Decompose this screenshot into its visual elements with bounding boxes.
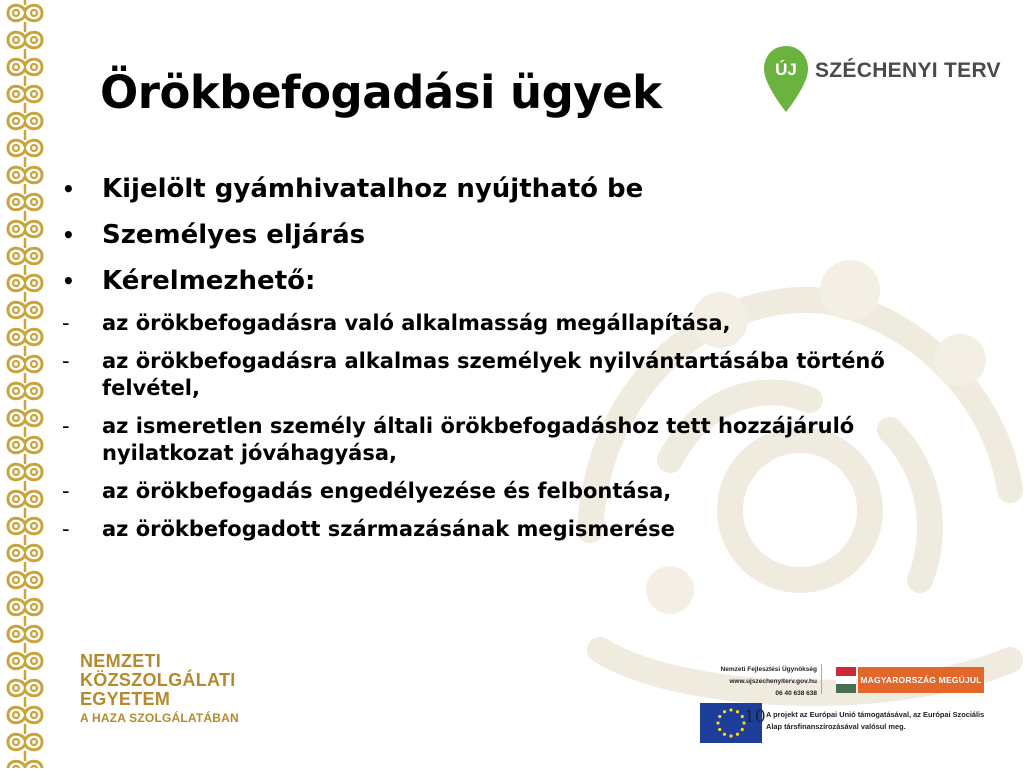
bullet-text: az ismeretlen személy általi örökbefogadáshoz tett hozzájáruló nyilatkozat jóváhagyása, [102,414,855,465]
eu-star [741,728,744,731]
logo-pin-text: ÚJ [775,60,797,79]
dash-marker: - [62,349,70,373]
sub-bullet-item [60,516,960,543]
bullet-dot-icon: • [62,269,75,293]
bullet-item [60,218,960,252]
eu-star [729,734,732,737]
eu-star [723,733,726,736]
hungarian-flag-icon [836,667,856,693]
ornamental-border-strip [0,0,50,768]
nke-tagline: A HAZA SZOLGÁLATÁBAN [80,711,239,725]
eu-star [718,728,721,731]
bullet-text: az örökbefogadás engedélyezése és felbontása, [102,479,672,503]
nke-university-logo [80,652,240,727]
sub-bullet-item [60,478,960,505]
eu-star [736,733,739,736]
bullet-item [60,264,960,298]
page-number: 10 [744,707,766,727]
dash-marker: - [62,311,70,335]
sub-bullet-item [60,348,960,402]
nke-line-3: EGYETEM [80,689,171,709]
uj-szechenyi-terv-logo [762,44,1001,116]
bullet-text: az örökbefogadott származásának megismerése [102,517,675,541]
eu-star [729,708,732,711]
dash-marker: - [62,517,70,541]
logo-brand-text: SZÉCHENYI TERV [815,59,1001,82]
bullet-list [60,172,960,554]
bullet-text: Személyes eljárás [102,220,366,250]
eu-star [716,721,719,724]
eu-star [736,710,739,713]
eu-star [718,715,721,718]
logo-divider [821,664,822,694]
slide-title: Örökbefogadási ügyek [100,66,662,119]
bullet-dot-icon: • [62,223,75,247]
nke-line-1: NEMZETI [80,651,162,671]
eu-star [723,710,726,713]
bullet-text: Kijelölt gyámhivatalhoz nyújtható be [102,174,644,204]
nfu-phone: 06 40 638 638 [775,690,817,697]
location-pin-icon [762,44,810,116]
sub-bullet-item [60,310,960,337]
bullet-dot-icon: • [62,177,75,201]
bullet-text: az örökbefogadásra való alkalmasság megállapítása, [102,311,731,335]
dash-marker: - [62,479,70,503]
eu-funding-note: A projekt az Európai Unió támogatásával, az Európai Szociális Alap társfinanszírozásával valósul meg. [766,710,985,731]
nke-line-2: KÖZSZOLGÁLATI [80,670,236,690]
sub-bullet-item [60,413,960,467]
hungary-renews-banner: MAGYARORSZÁG MEGÚJUL [858,667,984,693]
dash-marker: - [62,414,70,438]
bullet-text: Kérelmezhető: [102,266,316,296]
nfu-name: Nemzeti Fejlesztési Ügynökség [720,666,817,673]
bullet-item [60,172,960,206]
bullet-text: az örökbefogadásra alkalmas személyek nyilvántartásába történő felvétel, [102,349,885,400]
nfu-agency-block [705,664,817,700]
nfu-website: www.ujszechenyiterv.gov.hu [729,678,817,685]
